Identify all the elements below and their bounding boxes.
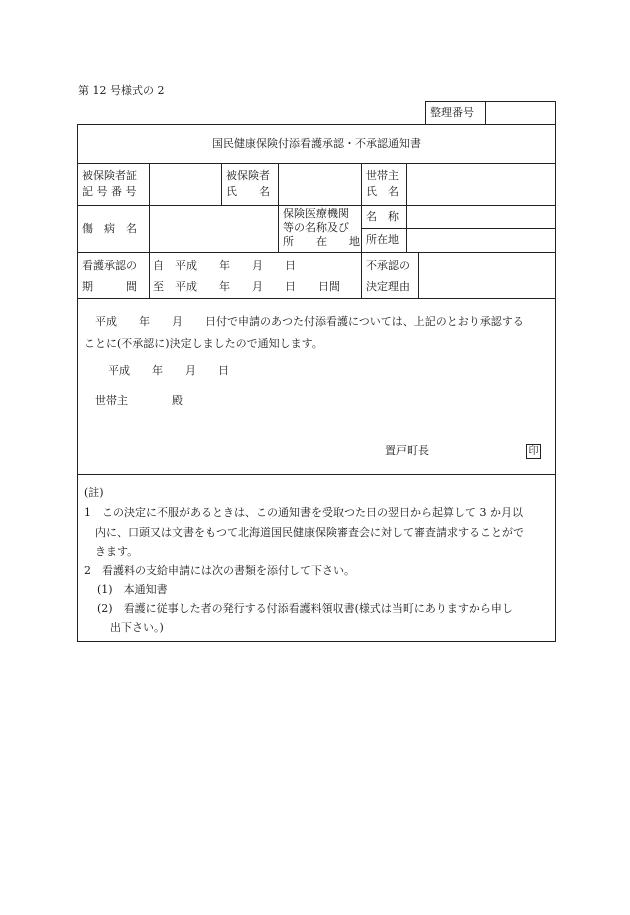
institution-label-3: 所 在 地 [283, 235, 360, 248]
notice-line-2: ことに(不承認に)決定しましたので通知します。 [84, 337, 323, 350]
note-2-item-1: (1) 本通知書 [97, 583, 168, 596]
note-1-line-c: きます。 [95, 545, 139, 558]
document-title: 国民健康保険付添看護承認・不承認通知書 [212, 137, 421, 150]
seal-mark: 印 [526, 444, 541, 459]
institution-label-2: 等の名称及び [283, 221, 349, 234]
rejection-reason-label-1: 不承認の [366, 259, 410, 272]
note-2: 2 看護料の支給申請には次の書類を添付して下さい。 [84, 564, 355, 577]
rejection-reason-label-2: 決定理由 [366, 280, 410, 293]
insured-name-label-1: 被保険者 [226, 169, 270, 182]
period-from: 自 平成 年 月 日 [153, 259, 296, 272]
note-2-item-2-line-b: 出下さい。) [110, 621, 164, 634]
note-1-line-a: 1 この決定に不服があるときは、この通知書を受取つた日の翌日から起算して 3 か月以 [84, 506, 523, 519]
management-number-label: 整理番号 [430, 106, 474, 119]
household-head-label-2: 氏 名 [366, 185, 399, 198]
period-label-1: 看護承認の [82, 259, 137, 272]
notice-date: 平成 年 月 日 [108, 364, 229, 377]
notice-addressee: 世帯主 殿 [95, 394, 183, 407]
institution-name-label: 名 称 [366, 210, 399, 223]
notes-heading: (註) [84, 486, 104, 499]
disease-label: 傷 病 名 [82, 222, 137, 235]
note-1-line-b: 内に、口頭又は文書をもつて北海道国民健康保険審査会に対して審査請求することがで [95, 526, 524, 539]
institution-label-1: 保険医療機関 [283, 207, 349, 220]
insured-name-label-2: 氏 名 [226, 185, 270, 198]
period-label-2: 期 間 [82, 280, 137, 293]
insured-cert-label-2: 記 号 番 号 [82, 185, 137, 198]
institution-location-label: 所在地 [366, 233, 399, 246]
insured-cert-label-1: 被保険者証 [82, 169, 137, 182]
note-2-item-2-line-a: (2) 看護に従事した者の発行する付添看護料領収書(様式は当町にありますから申し [97, 602, 513, 615]
mayor-title: 置戸町長 [385, 444, 429, 457]
household-head-label-1: 世帯主 [366, 169, 399, 182]
period-to: 至 平成 年 月 日 日間 [153, 280, 340, 293]
form-number: 第 12 号様式の 2 [78, 84, 165, 97]
notice-line-1: 平成 年 月 日付で申請のあつた付添看護については、上記のとおり承認する [95, 315, 524, 328]
